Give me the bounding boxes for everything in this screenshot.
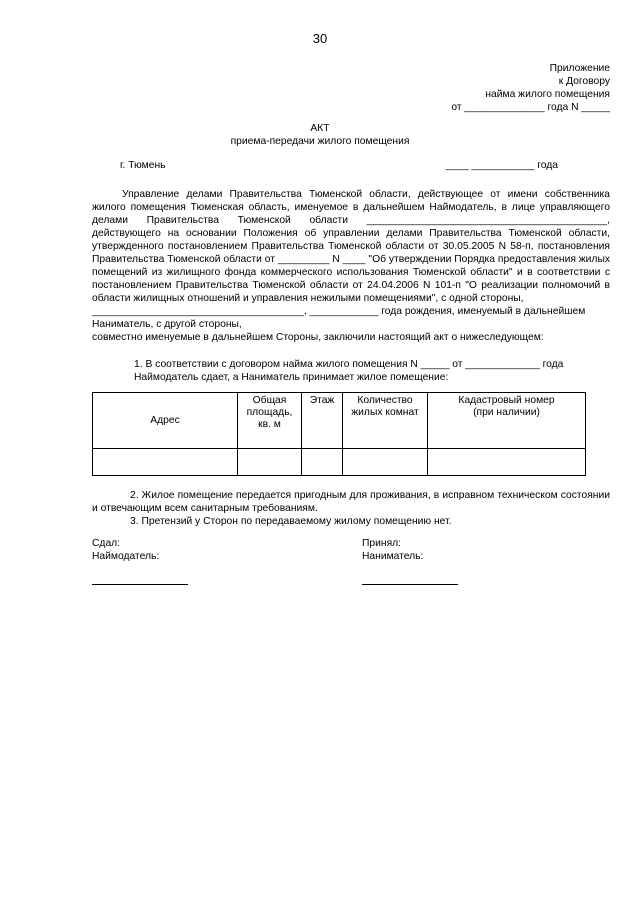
signature-label: Наймодатель: [92, 551, 160, 562]
table-cell [343, 449, 428, 476]
tenant-line: _____________________________________, ____________ года рождения, именуемый в дальнейшем [92, 306, 586, 317]
appendix-line: от ______________ года N _____ [451, 102, 610, 113]
table-header-row [93, 393, 586, 449]
city: г. Тюмень [120, 160, 166, 171]
table-cell [428, 449, 586, 476]
signature-left [92, 537, 159, 563]
appendix-header [451, 62, 610, 114]
header-address: Адрес [93, 393, 238, 449]
parties-conclusion-line: совместно именуемые в дальнейшем Стороны, заключили настоящий акт о нижеследующем: [92, 332, 544, 343]
document-title: АКТ [310, 123, 330, 134]
item-3: 3. Претензий у Сторон по передаваемому жилому помещению нет. [130, 516, 452, 527]
signature-right [362, 537, 423, 563]
page-number: 30 [312, 31, 328, 46]
item-1-line: Наймодатель сдает, а Наниматель принимает жилое помещение: [134, 372, 449, 383]
preamble [92, 188, 610, 344]
item-2: 2. Жилое помещение передается пригодным для проживания, в исправном техническом состоянии и отвечающим всем санитарным требованиям. [92, 490, 610, 514]
item-1-line: 1. В соответствии с договором найма жилого помещения N _____ от _____________ года [134, 359, 564, 370]
preamble-paragraph: Управление делами Правительства Тюменской области, действующее от имени собственника жилого помещения Тюменская область, именуемое в дальнейшем Наймодатель, в лице управляющего делами Правительства Тюменской области __________________________________________, действующего на основании Положения об управлении делами Правительства Тюменской области, утвержденного постановлением Правительства Тюменской области от 30.05.2005 N 58-п, постановления Правительства Тюменской области от _________ N ____ "Об утверждении Порядка предоставления жилых помещений из жилищного фонда коммерческого использования Тюменской области" и в соответствии с постановлением Правительства Тюменской области от 24.04.2006 N 101-п "О реализации полномочий в области жилищных отношений и управления нежилыми помещениями", с одной стороны, [92, 189, 610, 304]
item-1 [134, 358, 610, 384]
tenant-party-line: Наниматель, с другой стороны, [92, 319, 242, 330]
appendix-line: найма жилого помещения [485, 89, 610, 100]
date-line: ____ ___________ года [445, 160, 558, 171]
appendix-line: Приложение [549, 63, 610, 74]
table-cell [302, 449, 343, 476]
appendix-line: к Договору [558, 76, 610, 87]
header-area: Общая площадь, кв. м [238, 393, 302, 449]
header-floor: Этаж [302, 393, 343, 449]
document-subtitle: приема-передачи жилого помещения [230, 136, 410, 147]
signature-label: Принял: [362, 538, 402, 549]
header-rooms: Количество жилых комнат [343, 393, 428, 449]
table-cell [93, 449, 238, 476]
signature-label: Наниматель: [362, 551, 424, 562]
signature-label: Сдал: [92, 538, 121, 549]
premises-table [92, 392, 586, 476]
signature-line-left [92, 584, 188, 585]
table-cell [238, 449, 302, 476]
header-cadastral: Кадастровый номер (при наличии) [428, 393, 586, 449]
items-2-3 [92, 489, 610, 528]
signature-line-right [362, 584, 458, 585]
table-row [93, 449, 586, 476]
